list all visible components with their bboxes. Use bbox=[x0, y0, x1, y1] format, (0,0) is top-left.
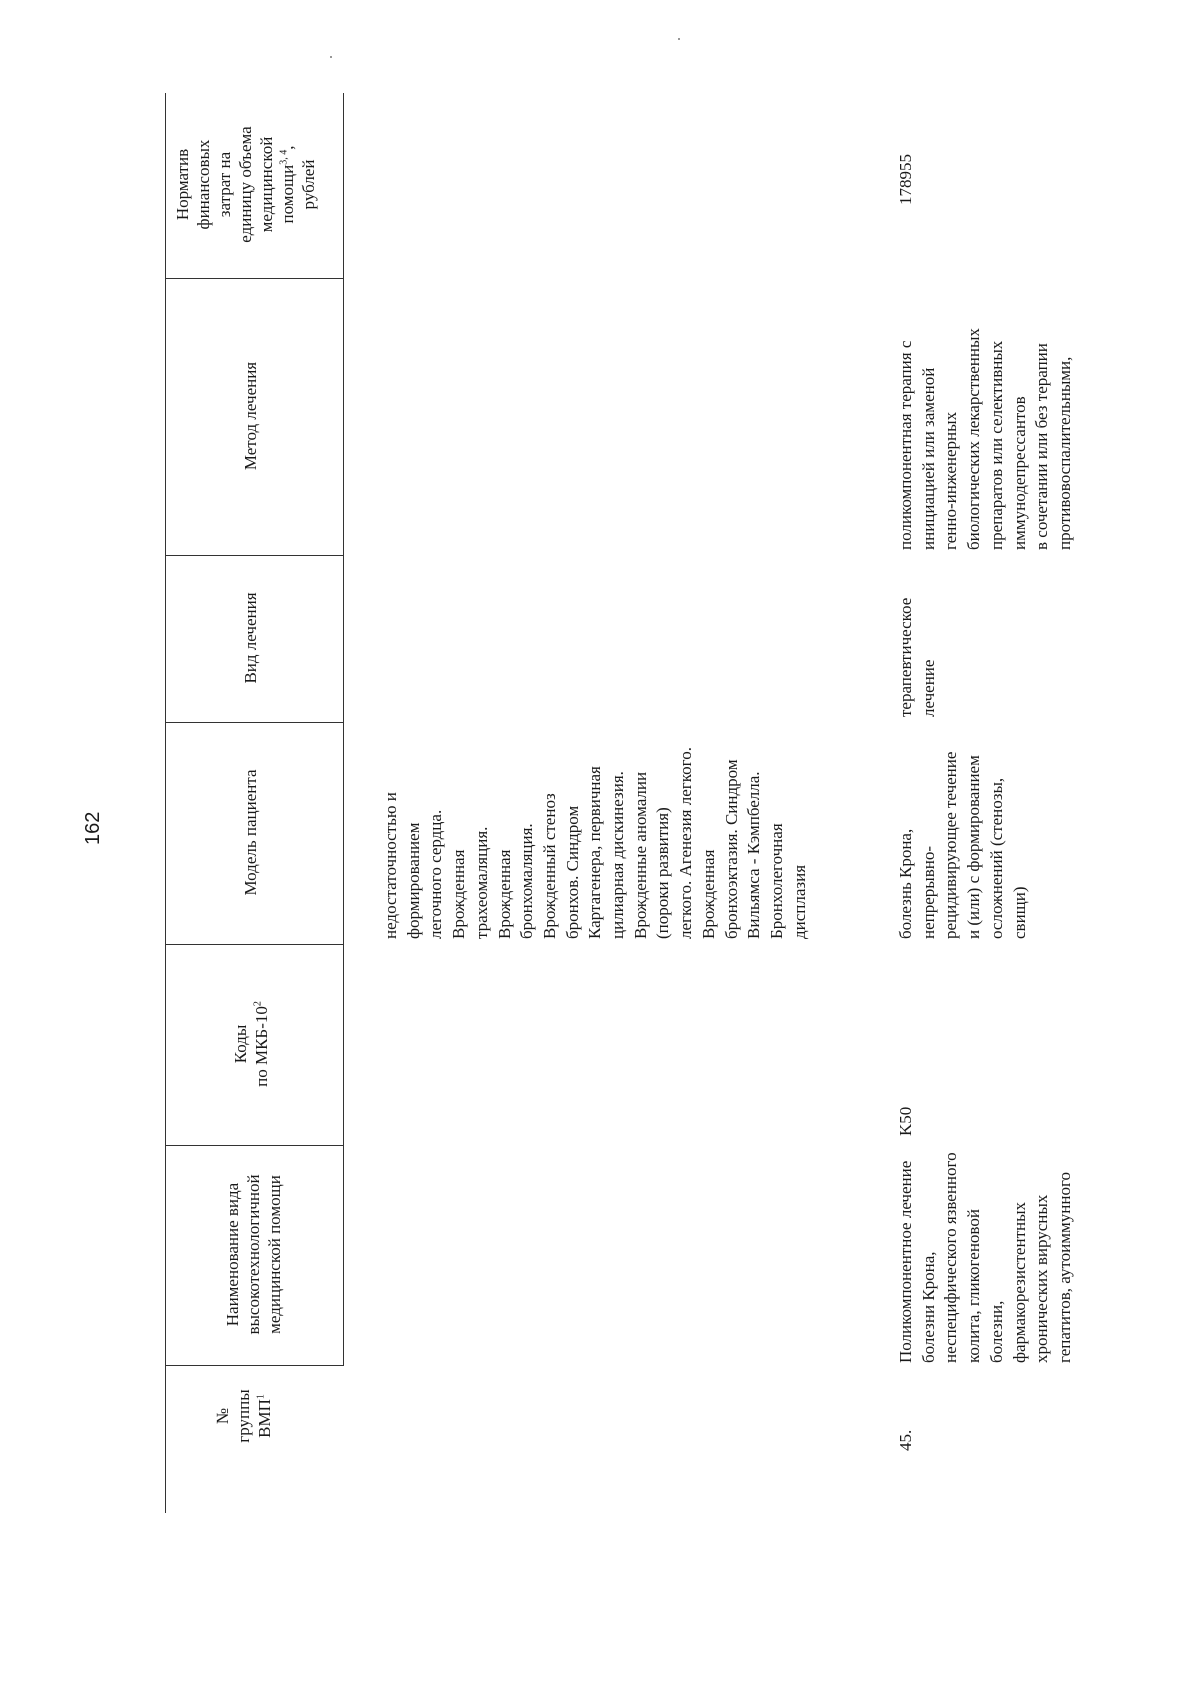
header-bottom-border bbox=[343, 93, 344, 1366]
row-45-patient-model: болезнь Крона, непрерывно- рецидивирующее течение и (или) с формированием осложнений (стенозы, свищи) bbox=[896, 751, 1029, 939]
table-top-border bbox=[165, 93, 166, 1513]
row-45-icd-code: K50 bbox=[896, 1106, 915, 1136]
header-group-number: № группы ВМП$^1$ bbox=[213, 1389, 274, 1443]
header-icd-codes: Коды по МКБ-$10^2$ bbox=[231, 1001, 271, 1087]
row-45-treatment-type: терапевтическое лечение bbox=[896, 597, 938, 717]
continuation-patient-model: недостаточностью и формированием легочного сердца. Врожденная трахеомаляция. Врожденная бронхомаляция. Врожденный стеноз бронхов. Синдром Картагенера, первичная цилиарная дискинезия. Врожденные аномалии (пороки развития) легкого. Агенезия легкого. Врожденная бронхоэктазия. Синдром Вильямса - Кэмпбелла. Бронхолегочная дисплазия bbox=[381, 747, 809, 939]
row-45-cost: 178955 bbox=[896, 154, 915, 205]
row-45-care-name: Поликомпонентное лечение болезни Крона, неспецифического язвенного колита, гликогеновой болезни, фармакорезистентных хронических вирусных гепатитов, аутоиммунного bbox=[896, 1152, 1074, 1363]
row-45-number: 45. bbox=[896, 1429, 915, 1451]
header-treatment-type: Вид лечения bbox=[241, 592, 260, 684]
page-number: 162 bbox=[82, 811, 104, 845]
scan-speck bbox=[330, 56, 332, 58]
header-treatment-method: Метод лечения bbox=[241, 361, 260, 471]
header-care-name: Наименование вида высокотехнологичной медицинской помощи bbox=[223, 1174, 284, 1335]
scan-speck bbox=[678, 38, 680, 40]
header-patient-model: Модель пациента bbox=[241, 769, 260, 896]
row-45-treatment-method: поликомпонентная терапия с инициацией или заменой генно-инженерных биологических лекарственных препаратов или селективных иммунодепрессантов в сочетании или без терапии противовоспалительными, bbox=[896, 328, 1074, 550]
header-cost-norm: Норматив финансовых затрат на единицу объема медицинской помощи$^{3, 4}$, рублей bbox=[173, 126, 318, 243]
